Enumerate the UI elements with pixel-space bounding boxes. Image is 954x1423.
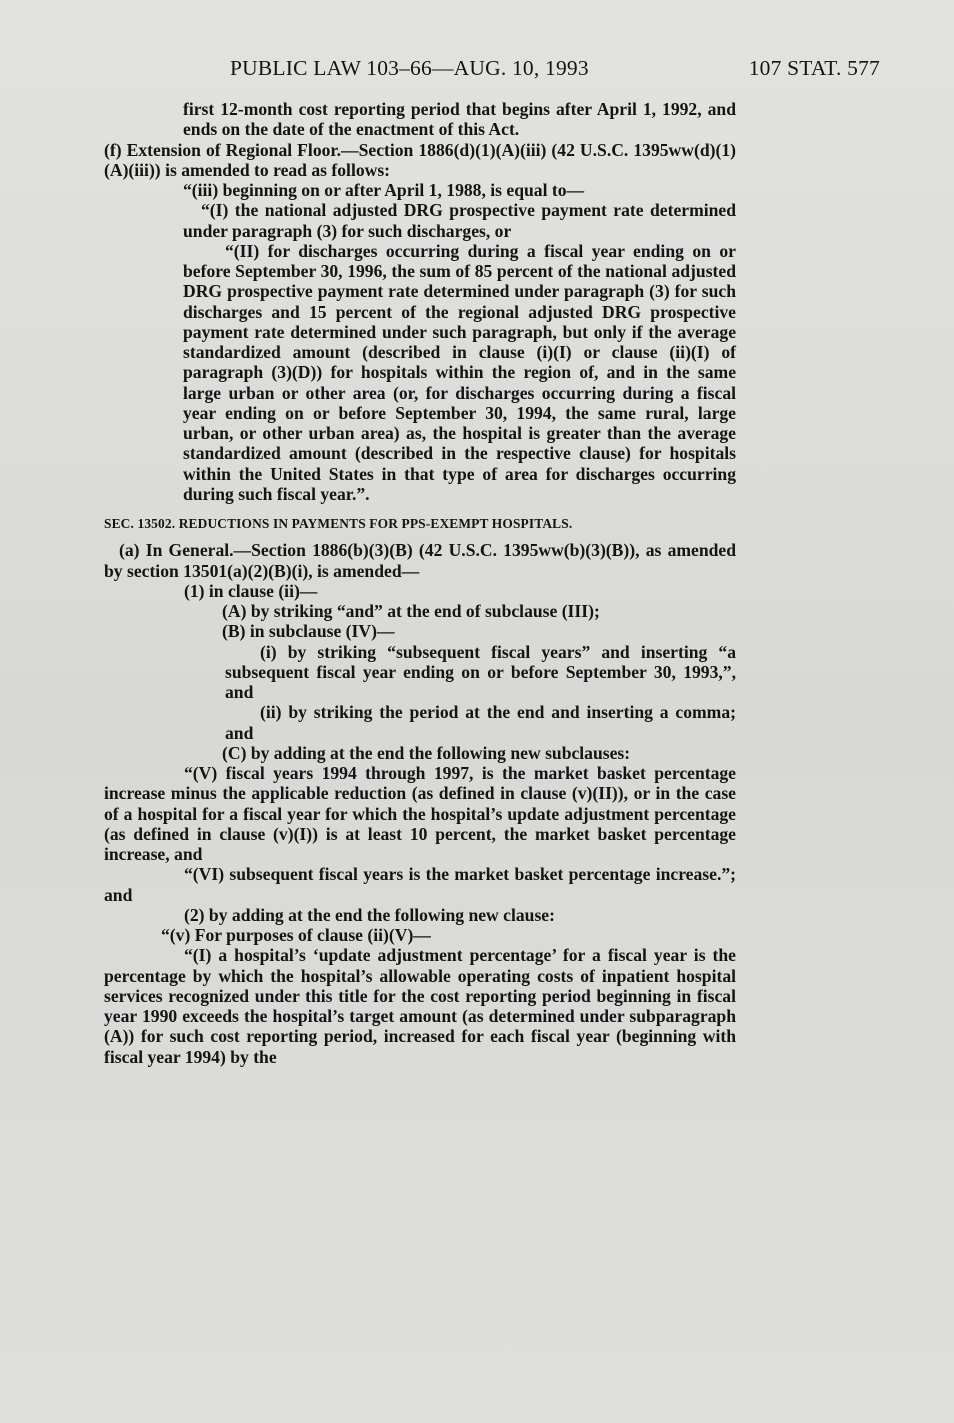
- statute-text: [104, 99, 736, 1067]
- paragraph-item-C: (C) by adding at the end the following new subclauses:: [222, 742, 631, 763]
- paragraph-subsection-f: (f) Extension of Regional Floor.—Section 1886(d)(1)(A)(iii) (42 U.S.C. 1395ww(d)(1)(A)(iii)) is amended to read as follows:: [104, 139, 736, 180]
- paragraph-item-B: (B) in subclause (IV)—: [222, 621, 395, 642]
- paragraph-subclause-II: “(II) for discharges occurring during a fiscal year ending on or before September 30, 1996, the sum of 85 percent of the national adjusted DRG prospective payment rate determined under paragraph (3) for such discharges and 15 percent of the regional adjusted DRG prospective payment rate determined under such paragraph, but only if the average standardized amount (described in clause (i)(I) or clause (ii)(I) of paragraph (3)(D)) for hospitals within the region of, and in the same large urban or other area (or, for discharges occurring during a fiscal year ending on or before September 30, 1994, the same rural, large urban, or other urban area) as, the hospital is greater than the average standardized amount (described in the respective clause) for hospitals within the United States in that type of area for discharges occurring during such fiscal year.”.: [183, 240, 736, 504]
- statute-page-number: 107 STAT. 577: [748, 56, 880, 80]
- running-title: PUBLIC LAW 103–66—AUG. 10, 1993: [230, 56, 589, 80]
- paragraph-item-A: (A) by striking “and” at the end of subclause (III);: [222, 601, 600, 621]
- page-header: [100, 56, 880, 84]
- paragraph-item-1: (1) in clause (ii)—: [184, 580, 318, 601]
- paragraph-clause-iii: “(iii) beginning on or after April 1, 1988, is equal to—: [183, 180, 585, 200]
- paragraph-item-i: (i) by striking “subsequent fiscal years” and inserting “a subsequent fiscal year ending on or before September 30, 1993,”, and: [225, 641, 736, 702]
- paragraph-continuation: first 12-month cost reporting period that begins after April 1, 1992, and ends on the date of the enactment of this Act.: [183, 99, 736, 140]
- paragraph-subclause-I: “(I) the national adjusted DRG prospective payment rate determined under paragraph (3) for such discharges, or: [183, 200, 736, 241]
- paragraph-subclause-VI: “(VI) subsequent fiscal years is the market basket percentage increase.”; and: [104, 864, 736, 905]
- paragraph-item-ii: (ii) by striking the period at the end and inserting a comma; and: [225, 702, 736, 743]
- paragraph-item-2: (2) by adding at the end the following new clause:: [184, 904, 555, 925]
- paragraph-clause-v: “(v) For purposes of clause (ii)(V)—: [161, 925, 431, 945]
- paragraph-subclause-I-update: “(I) a hospital’s ‘update adjustment percentage’ for a fiscal year is the percentage by which the hospital’s allowable operating costs of inpatient hospital services recognized under this title for the cost reporting period beginning in fiscal year 1990 exceeds the hospital’s target amount (as determined under subparagraph (A)) for such cost reporting period, increased for each fiscal year (beginning with fiscal year 1994) by the: [104, 945, 736, 1067]
- paragraph-subclause-V: “(V) fiscal years 1994 through 1997, is the market basket percentage increase minus the applicable reduction (as defined in clause (v)(II)), or in the case of a hospital for a fiscal year for which the hospital’s update adjustment percentage (as defined in clause (v)(I)) is at least 10 percent, the market basket percentage increase, and: [104, 763, 736, 864]
- section-heading: SEC. 13502. REDUCTIONS IN PAYMENTS FOR PPS-EXEMPT HOSPITALS.: [104, 516, 573, 531]
- paragraph-subsection-a: (a) In General.—Section 1886(b)(3)(B) (42 U.S.C. 1395ww(b)(3)(B)), as amended by section 13501(a)(2)(B)(i), is amended—: [104, 540, 736, 581]
